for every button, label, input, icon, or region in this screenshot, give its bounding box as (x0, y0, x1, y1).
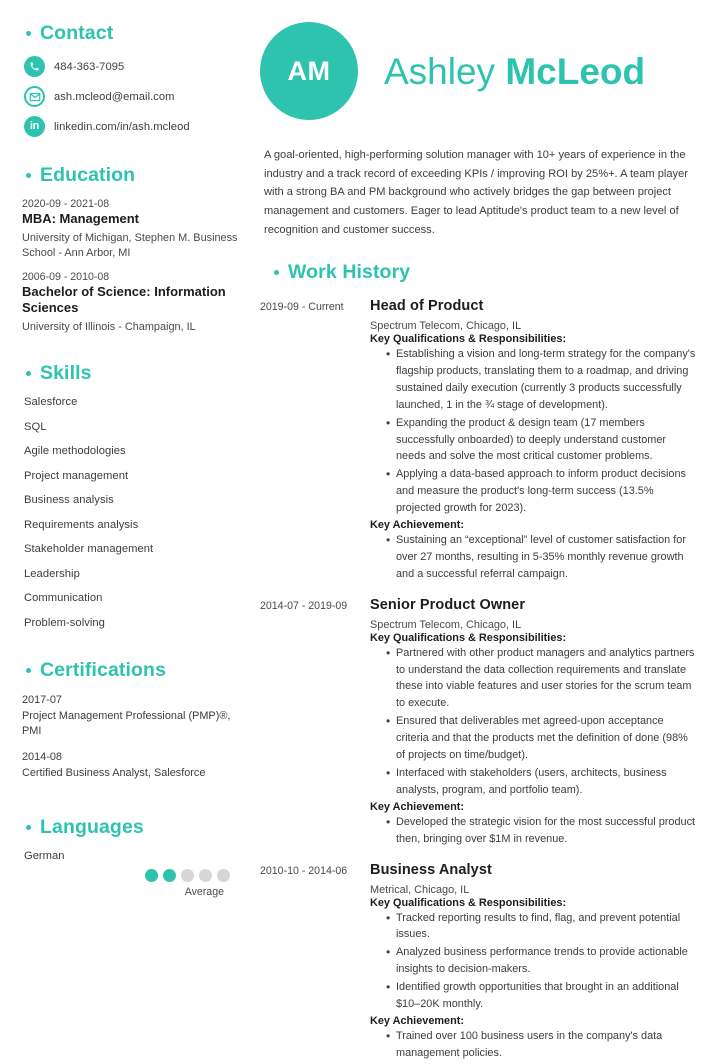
certification-date: 2017-07 (22, 694, 62, 707)
job-dates: 2019-09 - Current (260, 301, 344, 314)
list-item: • Establishing a vision and long-term strategy for the company's flagship products, translating them to a roadmap, and driving sustained daily execution (currently 3 products successfully launched, 1 in the ¾ stage of development). (386, 346, 698, 414)
section-header-contact (26, 22, 238, 45)
achievement-label: Key Achievement: (370, 800, 465, 813)
job-title: Business Analyst (370, 861, 492, 878)
job-company: Metrical, Chicago, IL (370, 883, 470, 896)
contact-item-email[interactable] (24, 86, 238, 107)
bullet-icon (26, 31, 31, 36)
rating-dot-empty (181, 869, 194, 882)
job-company: Spectrum Telecom, Chicago, IL (370, 320, 522, 333)
skill-item: Salesforce (24, 396, 78, 409)
education-degree: MBA: Management (22, 211, 140, 226)
qualifications-label: Key Qualifications & Responsibilities: (370, 896, 567, 909)
qualifications-list (370, 910, 698, 1013)
qualifications-label: Key Qualifications & Responsibilities: (370, 333, 567, 346)
job-dates: 2014-07 - 2019-09 (260, 599, 348, 612)
qualifications-list (370, 346, 698, 517)
achievements-list (370, 814, 698, 848)
skill-item: SQL (24, 420, 47, 433)
education-degree: Bachelor of Science: Information Sciences (22, 283, 226, 315)
work-history-entry (260, 862, 698, 1064)
certification-entry (22, 693, 238, 739)
job-body (370, 597, 698, 850)
skills-list (24, 396, 238, 629)
list-item: • Partnered with other product managers and analytics partners to understand the data collection requirements and translate these into viable features and user stories for the scrum team to execute. (386, 645, 698, 713)
language-rating (22, 869, 238, 898)
email-icon (24, 86, 45, 107)
resume-header (260, 22, 698, 120)
skill-item: Leadership (24, 567, 80, 580)
contact-phone-text: 484-363-7095 (54, 60, 125, 73)
job-company: Spectrum Telecom, Chicago, IL (370, 618, 522, 631)
section-title: Education (40, 164, 136, 186)
list-item: • Trained over 100 business users in the company's data management policies. (386, 1028, 698, 1062)
list-item: • Sustaining an “exceptional” level of customer satisfaction for over 27 months, resulting in 5-35% monthly revenue growth and a successful referral campaign. (386, 532, 698, 583)
main-content (256, 0, 722, 1059)
first-name: Ashley (384, 50, 496, 92)
list-item: • Analyzed business performance trends to provide actionable insights to decision-makers. (386, 944, 698, 978)
contact-item-phone[interactable] (24, 56, 238, 77)
contact-email-text: ash.mcleod@email.com (54, 90, 175, 103)
achievements-list (370, 1028, 698, 1062)
job-dates: 2010-10 - 2014-06 (260, 864, 348, 877)
rating-dot-empty (217, 869, 230, 882)
rating-dot-filled (163, 869, 176, 882)
page-title (384, 50, 646, 92)
list-item: • Expanding the product & design team (17 members successfully onboarded) to deeply understand customer needs and solve the most critical customer problems. (386, 415, 698, 466)
language-name: German (24, 850, 65, 863)
sidebar (0, 0, 256, 1021)
list-item: • Interfaced with stakeholders (users, architects, business analysts, program, and portfolio team). (386, 765, 698, 799)
job-body (370, 298, 698, 585)
skill-item: Agile methodologies (24, 445, 126, 458)
education-entry (22, 198, 238, 262)
section-header-certifications (26, 659, 238, 682)
list-item: • Developed the strategic vision for the most successful product then, bringing over $1M in revenue. (386, 814, 698, 848)
bullet-icon (26, 173, 31, 178)
section-title: Certifications (40, 659, 167, 682)
section-title: Languages (40, 816, 144, 839)
achievement-label: Key Achievement: (370, 519, 465, 532)
section-header-skills (26, 362, 238, 385)
contact-list (24, 56, 238, 137)
avatar (260, 22, 358, 120)
certification-entry (22, 750, 238, 781)
rating-dot-filled (145, 869, 158, 882)
list-item: • Identified growth opportunities that brought in an additional $10–20K monthly. (386, 979, 698, 1013)
bullet-icon (26, 371, 31, 376)
phone-icon (24, 56, 45, 77)
contact-item-linkedin[interactable] (24, 116, 238, 137)
linkedin-icon: in (24, 116, 45, 137)
work-history-entry (260, 298, 698, 585)
job-title: Senior Product Owner (370, 596, 526, 613)
section-title: Work History (288, 261, 411, 284)
section-header-education (26, 164, 238, 187)
certification-name: Certified Business Analyst, Salesforce (22, 766, 206, 779)
professional-summary: A goal-oriented, high-performing solution manager with 10+ years of experience in the industry and a track record of exceeding KPIs / improving ROI by 25%+. A team player with a strong BA and PM background who actively bridges the gap between project management and customers. Eager to lead Aptitude's product team to a new level of recognition and customer success. (264, 149, 688, 236)
job-body (370, 862, 698, 1064)
last-name: McLeod (505, 50, 646, 92)
skill-item: Business analysis (24, 494, 114, 507)
language-rating-dots (145, 869, 230, 882)
qualifications-label: Key Qualifications & Responsibilities: (370, 631, 567, 644)
education-date: 2006-09 - 2010-08 (22, 270, 110, 283)
language-rating-label: Average (184, 886, 224, 899)
education-date: 2020-09 - 2021-08 (22, 198, 110, 210)
skill-item: Requirements analysis (24, 518, 139, 531)
list-item: • Ensured that deliverables met agreed-upon acceptance criteria and that the products met the definition of done (98% of projects on time/budget). (386, 713, 698, 764)
skill-item: Communication (24, 592, 103, 605)
achievement-label: Key Achievement: (370, 1014, 465, 1027)
section-title: Contact (40, 22, 114, 44)
bullet-icon (26, 825, 31, 830)
education-school: University of Illinois - Champaign, IL (22, 320, 196, 333)
achievements-list (370, 532, 698, 583)
skill-item: Project management (24, 469, 129, 482)
skill-item: Stakeholder management (24, 543, 154, 556)
qualifications-list (370, 645, 698, 799)
bullet-icon (26, 668, 31, 673)
list-item: • Applying a data-based approach to inform product decisions and measure the product's long-term success (13.5% projected growth for 2023). (386, 466, 698, 517)
contact-linkedin-text: linkedin.com/in/ash.mcleod (54, 120, 190, 133)
education-school: University of Michigan, Stephen M. Business School - Ann Arbor, MI (22, 231, 238, 260)
rating-dot-empty (199, 869, 212, 882)
avatar-initials: AM (287, 55, 331, 86)
skill-item: Problem-solving (24, 616, 105, 629)
education-entry (22, 271, 238, 335)
job-title: Head of Product (370, 298, 484, 315)
list-item: • Tracked reporting results to find, flag, and prevent potential issues. (386, 910, 698, 944)
bullet-icon (274, 270, 279, 275)
section-header-work-history (274, 261, 698, 284)
certification-date: 2014-08 (22, 751, 62, 764)
section-header-languages (26, 816, 238, 839)
section-title: Skills (40, 362, 92, 385)
work-history-entry (260, 597, 698, 850)
certification-name: Project Management Professional (PMP)®, PMI (22, 709, 231, 737)
